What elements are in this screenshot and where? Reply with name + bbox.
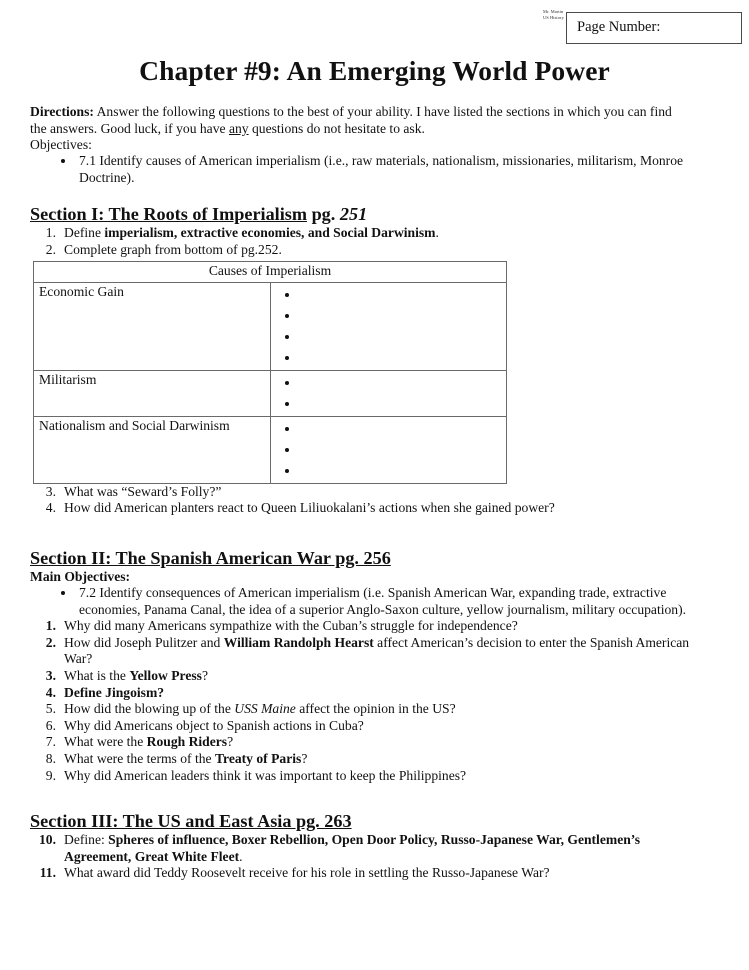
item-number: 6. [45,717,56,733]
answer-bullet[interactable] [300,326,502,347]
list-item [30,718,699,735]
section-1-heading [30,203,719,225]
item-number: 1. [45,618,56,634]
table-row [34,416,507,483]
section-3-heading: Section III: The US and East Asia pg. 263 [30,811,352,832]
page-header [0,0,749,52]
answer-bullet-list [276,372,502,414]
causes-of-imperialism-table [33,261,507,483]
directions-text-2: questions do not hesitate to ask. [248,120,425,136]
directions-paragraph [30,104,691,137]
section-2 [30,547,719,784]
objectives-list [30,153,691,186]
answer-bullet[interactable] [300,284,502,305]
table-header-row [34,262,507,282]
objectives-label: Objectives: [30,137,92,153]
directions-emphasis: any [228,120,249,136]
directions-block [30,104,719,186]
list-item [30,865,689,882]
page-number-label: Page Number: [577,19,661,35]
item-number: 4. [45,684,56,700]
list-item [30,751,699,768]
item-lead: Define [64,225,105,241]
item-text: What was “Seward’s Folly?” [64,483,222,499]
answer-bullet[interactable] [300,305,502,326]
section-2-objectives-label: Main Objectives: [30,569,131,585]
item-number: 10. [39,832,56,848]
list-item [30,500,719,517]
teacher-info-block [543,9,564,20]
table-row [34,282,507,370]
objective-item: • 7.2 Identify consequences of American imperialism (i.e. Spanish American War, expanding trade, extractive economies, Panama Canal, the idea of a superior Anglo-Saxon culture, yellow journalism, military occupation). [76,585,719,618]
section-1-questions-after-table [30,484,719,517]
table-cell-category: Economic Gain [34,282,271,370]
answer-bullet-list [276,418,502,481]
table-cell-answers[interactable] [270,282,507,370]
table-cell-category: Nationalism and Social Darwinism [34,416,271,483]
item-text: How did the blowing up of the USS Maine affect the opinion in the US? [64,701,456,717]
item-text: How did American planters react to Queen Liliuokalani’s actions when she gained power? [64,500,555,516]
answer-bullet[interactable] [300,372,502,393]
section-1-questions-before-table [30,225,719,258]
answer-bullet-list [276,284,502,368]
page-number-box[interactable] [566,12,742,44]
list-item [30,484,719,501]
answer-bullet[interactable] [300,347,502,368]
directions-label: Directions: [30,104,94,120]
item-number: 7. [45,734,56,750]
item-number: 11. [39,865,56,881]
item-number: 9. [45,767,56,783]
item-number: 5. [45,701,56,717]
answer-bullet[interactable] [300,460,502,481]
section-1-page-number: 251 [339,204,368,225]
item-text: What were the terms of the Treaty of Paris? [64,751,308,767]
item-text: How did Joseph Pulitzer and William Randolph Hearst affect American’s decision to enter the Spanish American War? [64,634,690,667]
directions-text-1: Answer the following questions to the best of your ability. I have listed the sections in which you can find the answers. Good luck, if you have [30,104,672,136]
list-item [30,685,699,702]
item-text: What were the Rough Riders? [64,734,234,750]
list-item [30,242,719,259]
item-number: 2. [45,241,56,257]
item-text: Define: Spheres of influence, Boxer Rebellion, Open Door Policy, Russo-Japanese War, Gentlemen’s Agreement, Great White Fleet. [64,832,641,864]
item-tail: . [435,225,439,241]
table-cell-category: Militarism [34,370,271,416]
document-title: Chapter #9: An Emerging World Power [139,55,610,86]
item-text: Why did many Americans sympathize with the Cuban’s struggle for independence? [64,618,518,634]
table-row [34,370,507,416]
item-text: Why did Americans object to Spanish actions in Cuba? [64,717,364,733]
item-number: 1. [45,225,56,241]
item-lead: Complete graph from bottom of pg.252. [64,241,282,257]
item-number: 3. [45,668,56,684]
list-item [30,635,699,668]
list-item [30,618,699,635]
teacher-name: Mr. Martin [543,9,564,14]
table-cell-answers[interactable] [270,370,507,416]
section-3 [30,810,719,882]
item-text: Why did American leaders think it was important to keep the Philippines? [64,767,467,783]
item-text: What award did Teddy Roosevelt receive for his role in settling the Russo-Japanese War? [64,865,550,881]
table-cell-answers[interactable] [270,416,507,483]
item-number: 2. [45,634,56,650]
list-item [30,768,699,785]
item-text: What is the Yellow Press? [64,668,208,684]
section-2-heading: Section II: The Spanish American War pg. 256 [30,548,391,569]
answer-bullet[interactable] [300,418,502,439]
section-2-objectives-list [30,585,719,618]
section-1 [30,203,719,517]
objective-item: • 7.1 Identify causes of American imperialism (i.e., raw materials, nationalism, missionaries, militarism, Monroe Doctrine). [76,153,691,186]
item-number: 3. [45,483,56,499]
item-text: Define Jingoism? [64,684,165,700]
section-2-questions [30,618,719,784]
list-item [30,225,719,242]
answer-bullet[interactable] [300,393,502,414]
list-item [30,668,699,685]
list-item [30,734,699,751]
item-number: 4. [45,500,56,516]
answer-bullet[interactable] [300,439,502,460]
section-3-questions [30,832,719,882]
course-name: US History [543,14,564,20]
item-bold-terms: imperialism, extractive economies, and Social Darwinism [104,225,436,241]
section-1-heading-title: Section I: The Roots of Imperialism [30,204,308,225]
section-1-heading-pg: pg. [307,204,340,225]
table-title: Causes of Imperialism [34,262,507,282]
item-number: 8. [45,751,56,767]
list-item [30,832,689,865]
list-item [30,701,699,718]
